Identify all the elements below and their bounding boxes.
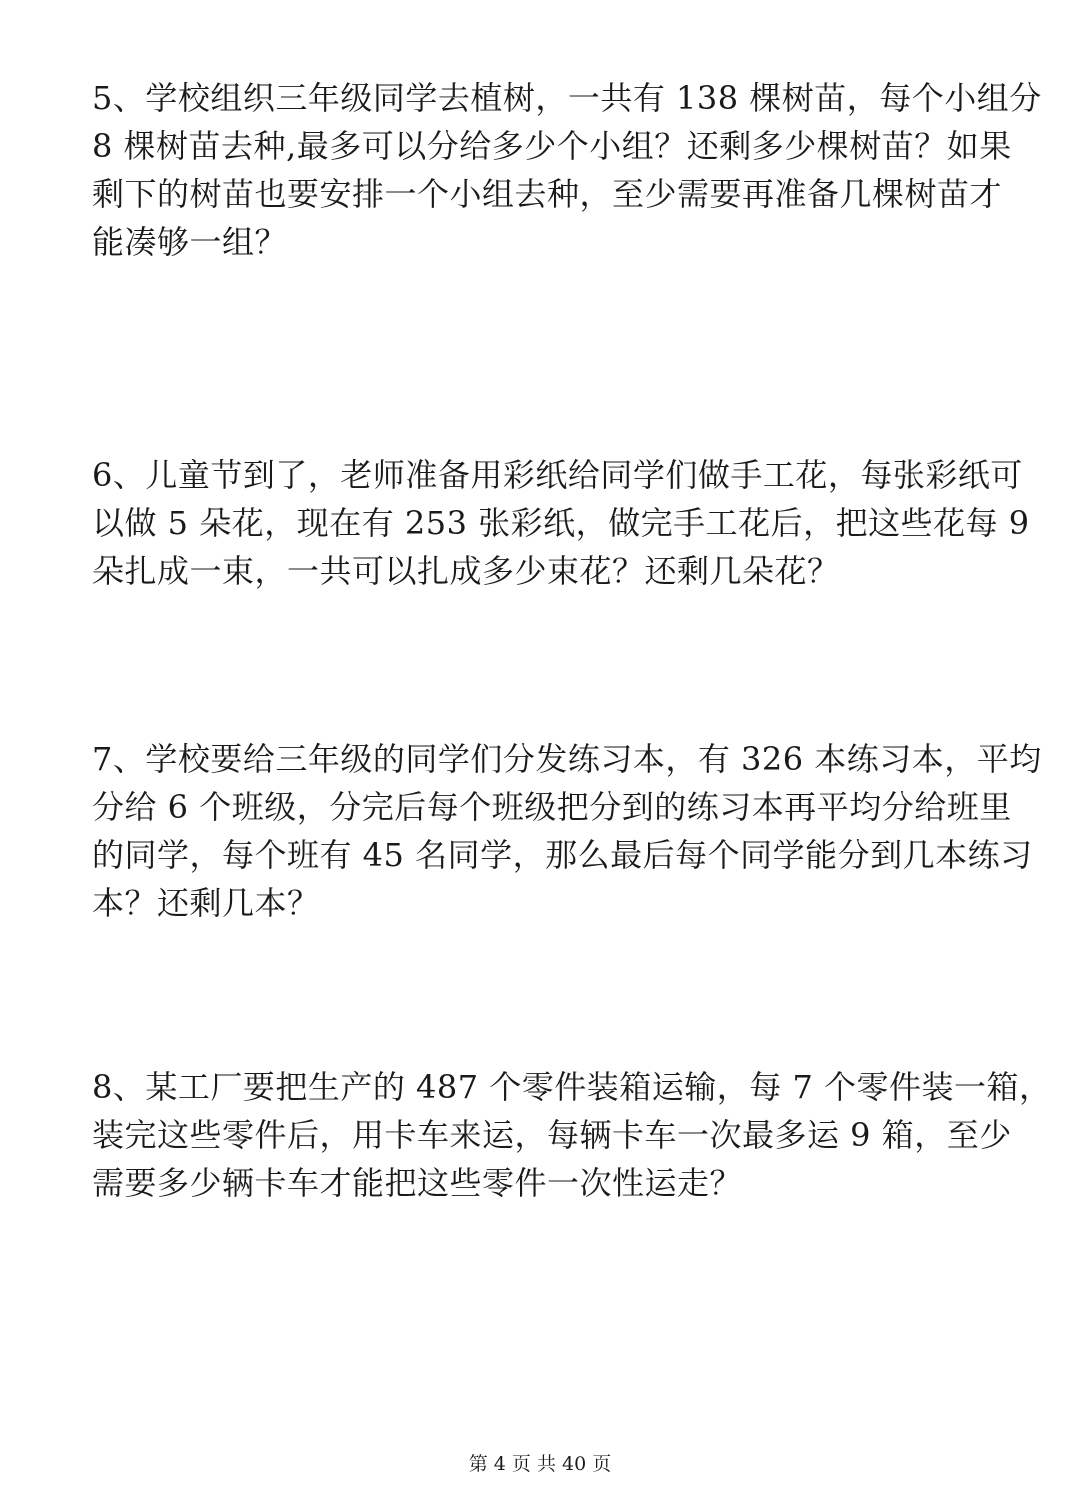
problem-line: 8、某工厂要把生产的 487 个零件装箱运输，每 7 个零件装一箱， (92, 1068, 1052, 1106)
problem-6 (92, 451, 1030, 595)
problem-line: 5、学校组织三年级同学去植树，一共有 138 棵树苗，每个小组分 (92, 79, 1042, 117)
problem-line: 8 棵树苗去种,最多可以分给多少个小组？还剩多少棵树苗？如果 (92, 127, 1012, 165)
problem-8 (92, 1063, 1052, 1207)
problem-line: 分给 6 个班级，分完后每个班级把分到的练习本再平均分给班里 (92, 788, 1012, 826)
problem-line: 剩下的树苗也要安排一个小组去种，至少需要再准备几棵树苗才 (92, 175, 1003, 213)
problem-line: 6、儿童节到了，老师准备用彩纸给同学们做手工花，每张彩纸可 (92, 456, 1023, 494)
problem-line: 的同学，每个班有 45 名同学，那么最后每个同学能分到几本练习 (92, 836, 1033, 874)
problem-line: 朵扎成一束，一共可以扎成多少束花？还剩几朵花？ (92, 552, 840, 590)
problem-line: 本？还剩几本？ (92, 884, 320, 922)
problem-line: 装完这些零件后，用卡车来运，每辆卡车一次最多运 9 箱，至少 (92, 1116, 1012, 1154)
page-number-footer: 第 4 页 共 40 页 (468, 1453, 612, 1475)
problem-line: 以做 5 朵花，现在有 253 张彩纸，做完手工花后，把这些花每 9 (92, 504, 1030, 542)
problem-line: 7、学校要给三年级的同学们分发练习本，有 326 本练习本，平均 (92, 740, 1042, 778)
problem-line: 需要多少辆卡车才能把这些零件一次性运走？ (92, 1164, 743, 1202)
problem-7 (92, 735, 1042, 927)
problem-5 (92, 74, 1042, 266)
problem-line: 能凑够一组？ (92, 223, 288, 261)
